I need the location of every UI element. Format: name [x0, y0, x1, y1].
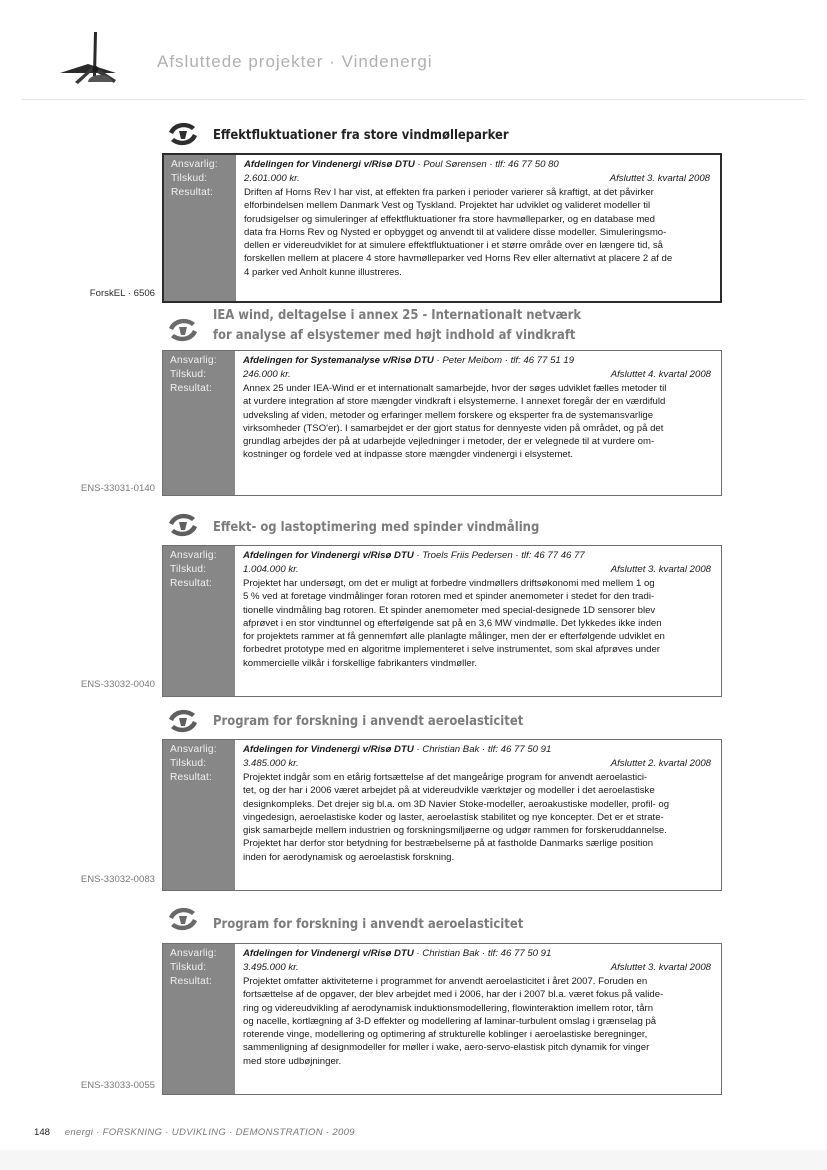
- project-info-box: [162, 943, 722, 1095]
- project-title: Program for forskning i anvendt aeroelasticitet: [213, 917, 524, 932]
- result-text: Projektet omfatter aktiviteterne i programmet for anvendt aeroelasticitet i året 2007. Foruden en fortsættelse af de opgaver, der blev arbejdet med i 2006, har der i 2007 bl.a. været fokus på valide- ring og videreudvikling af aerodynamisk induktionsmodellering, flowinteraktion imellem rotor, tårn og nacelle, kortlægning af 3-D effekter og modellering af laminar-turbulent omslag i grænselag på roterende vinge, modellering og optimering af strukturelle koblinger i aeroelastiske beregninger, sammenligning af designmodeller for møller i wake, aero-servo-elastisk pitch dynamik for vinger med store udbøjninger.: [243, 976, 664, 1067]
- grant-line: [243, 757, 713, 771]
- grant-line: [243, 961, 713, 975]
- project-code: ForskEL · 6506: [89, 288, 155, 299]
- grant-amount: 1.004.000 kr.: [243, 564, 299, 575]
- label-responsible: Ansvarlig:: [170, 355, 217, 366]
- department-name: Afdelingen for Vindenergi v/Risø DTU: [243, 550, 414, 561]
- contact-info: · Peter Meibom · tlf: 46 77 51 19: [433, 355, 575, 366]
- label-column: [163, 944, 235, 1094]
- completion-date: Afsluttet 3. kvartal 2008: [609, 173, 710, 184]
- swirl-icon: [163, 509, 203, 541]
- department-name: Afdelingen for Systemanalyse v/Risø DTU: [243, 355, 434, 366]
- label-result: Resultat:: [170, 578, 213, 589]
- contact-info: · Poul Sørensen · tlf: 46 77 50 80: [414, 159, 559, 170]
- swirl-icon: [163, 903, 203, 935]
- label-responsible: Ansvarlig:: [170, 948, 217, 959]
- grant-line: [243, 563, 713, 577]
- result-text: Projektet indgår som en etårig fortsættelse af det mangeårige program for anvendt aeroelastici- tet, og der har i 2006 været arbejdet på at videreudvikle værktøjer og modeller i det aeroelastiske designkompleks. Det drejer sig bl.a. om 3D Navier Stoke-modeller, aeroakustiske modeller, profil- og vingedesign, aeroelastiske koder og laster, aeroelastisk stabilitet og nye koncepter. Det er et strate- gisk samarbejde mellem industrien og forskningsmiljøerne og udgør rammen for forskeruddannelse. Projektet har derfor stor betydning for bestræbelserne på at fastholde Danmarks særlige position inden for aerodynamisk og aeroelastisk forskning.: [243, 772, 670, 863]
- grant-amount: 3.485.000 kr.: [243, 758, 299, 769]
- contact-info: · Troels Friis Pedersen · tlf: 46 77 46 77: [413, 550, 585, 561]
- label-result: Resultat:: [170, 383, 213, 394]
- responsible-line: [243, 354, 713, 368]
- label-grant: Tilskud:: [170, 564, 207, 575]
- grant-amount: 246.000 kr.: [243, 369, 291, 380]
- grant-line: [244, 172, 712, 186]
- project-info-box: [162, 739, 722, 891]
- department-name: Afdelingen for Vindenergi v/Risø DTU: [243, 948, 414, 959]
- project-title: Effekt- og lastoptimering med spinder vindmåling: [213, 520, 540, 535]
- label-grant: Tilskud:: [170, 962, 207, 973]
- responsible-line: [243, 549, 713, 563]
- project-content: [235, 944, 721, 1094]
- label-column: [163, 546, 235, 696]
- label-grant: Tilskud:: [171, 173, 208, 184]
- completion-date: Afsluttet 2. kvartal 2008: [610, 758, 711, 769]
- page-header-title: Afsluttede projekter · Vindenergi: [157, 52, 433, 71]
- grant-amount: 2.601.000 kr.: [244, 173, 300, 184]
- label-result: Resultat:: [171, 187, 214, 198]
- label-result: Resultat:: [170, 976, 213, 987]
- swirl-icon: [163, 705, 203, 737]
- project-title: Effektfluktuationer fra store vindmølleparker: [213, 128, 509, 143]
- result-text: Annex 25 under IEA-Wind er et internationalt samarbejde, hvor der søges udviklet fælles metoder til at vurdere integration af store mængder vindkraft i elsystemerne. I annexet foregår der en værdifuld udveksling af viden, metoder og erfaringer mellem forskere og eksperter fra de systemansvarlige virksomheder (TSO'er). I samarbejdet er der gjort status for dennyeste viden på området, og på det grundlag arbejdes der på at udarbejde vejledninger i metoder, der er velegnede til at vurdere om- kostninger og fordele ved at indpasse store mængder vindenergi i elsystemet.: [243, 383, 667, 461]
- label-responsible: Ansvarlig:: [170, 744, 217, 755]
- page-footer: [34, 1127, 355, 1138]
- label-result: Resultat:: [170, 772, 213, 783]
- label-responsible: Ansvarlig:: [170, 550, 217, 561]
- completion-date: Afsluttet 4. kvartal 2008: [610, 369, 711, 380]
- label-column: [164, 155, 236, 301]
- responsible-line: [243, 947, 713, 961]
- label-grant: Tilskud:: [170, 369, 207, 380]
- project-code: ENS-33032-0040: [80, 679, 155, 690]
- result-text: Projektet har undersøgt, om det er muligt at forbedre vindmøllers driftsøkonomi med mellem 1 og 5 % ved at foretage vindmålinger foran rotoren med et spinder anemometer i stedet for den tradi- tionelle vindmåling bag rotoren. Et spinder anemometer med special-designede 1D sensorer blev afprøvet i en stor vindtunnel og efterfølgende sat på en 3,6 MW vindmølle. Det lykkedes ikke inden for projektets rammer at få gennemført alle planlagte målinger, men der er efterfølgende udviklet en forbedret prototype med en algoritme implementeret i selve instrumentet, som skal afprøves under kommercielle vilkår i forskellige fabrikanters vindmøller.: [243, 578, 665, 669]
- label-column: [163, 351, 235, 495]
- project-info-box: [162, 350, 722, 496]
- project-code: ENS-33032-0083: [80, 874, 155, 885]
- responsible-line: [244, 158, 712, 172]
- project-content: [235, 740, 721, 890]
- project-code: ENS-33031-0140: [80, 483, 155, 494]
- contact-info: · Christian Bak · tlf: 46 77 50 91: [413, 744, 552, 755]
- project-content: [235, 351, 721, 495]
- completion-date: Afsluttet 3. kvartal 2008: [610, 962, 711, 973]
- wind-turbine-logo-icon: [58, 30, 122, 86]
- project-info-box: [162, 153, 722, 303]
- bottom-band: [0, 1150, 827, 1170]
- completion-date: Afsluttet 3. kvartal 2008: [610, 564, 711, 575]
- grant-line: [243, 368, 713, 382]
- label-column: [163, 740, 235, 890]
- responsible-line: [243, 743, 713, 757]
- label-responsible: Ansvarlig:: [171, 159, 218, 170]
- grant-amount: 3.495.000 kr.: [243, 962, 299, 973]
- result-text: Driften af Horns Rev I har vist, at effekten fra parken i perioder varierer så kraftigt, at det påvirker elforbindelsen mellem Danmark Vest og Tyskland. Projektet har udviklet og valideret modeller til forudsigelser og simuleringer af effektfluktuationer fra store havmølleparker, og en database med data fra Horns Rev og Nysted er opbygget og anvendt til at validere disse modeller. Simuleringsmo- dellen er videreudviklet for at simulere effektfluktuationer i et større område over en længere tid, så forskellen mellem at placere 4 store havmølleparker ved Horns Rev eller alternativt at placere 2 af de 4 parker ved Anholt kunne illustreres.: [244, 187, 673, 278]
- project-content: [236, 155, 720, 301]
- department-name: Afdelingen for Vindenergi v/Risø DTU: [244, 159, 415, 170]
- project-info-box: [162, 545, 722, 697]
- project-title: IEA wind, deltagelse i annex 25 - Internationalt netværk for analyse af elsystemer med højt indhold af vindkraft: [213, 308, 582, 343]
- footer-text: energi · FORSKNING · UDVIKLING · DEMONSTRATION · 2009: [64, 1127, 355, 1138]
- header-divider: [22, 99, 805, 100]
- department-name: Afdelingen for Vindenergi v/Risø DTU: [243, 744, 414, 755]
- contact-info: · Christian Bak · tlf: 46 77 50 91: [413, 948, 552, 959]
- label-grant: Tilskud:: [170, 758, 207, 769]
- project-title: Program for forskning i anvendt aeroelasticitet: [213, 714, 524, 729]
- page-number: 148: [34, 1127, 51, 1138]
- project-code: ENS-33033-0055: [80, 1080, 155, 1091]
- swirl-icon: [163, 118, 203, 150]
- project-content: [235, 546, 721, 696]
- swirl-icon: [163, 314, 203, 346]
